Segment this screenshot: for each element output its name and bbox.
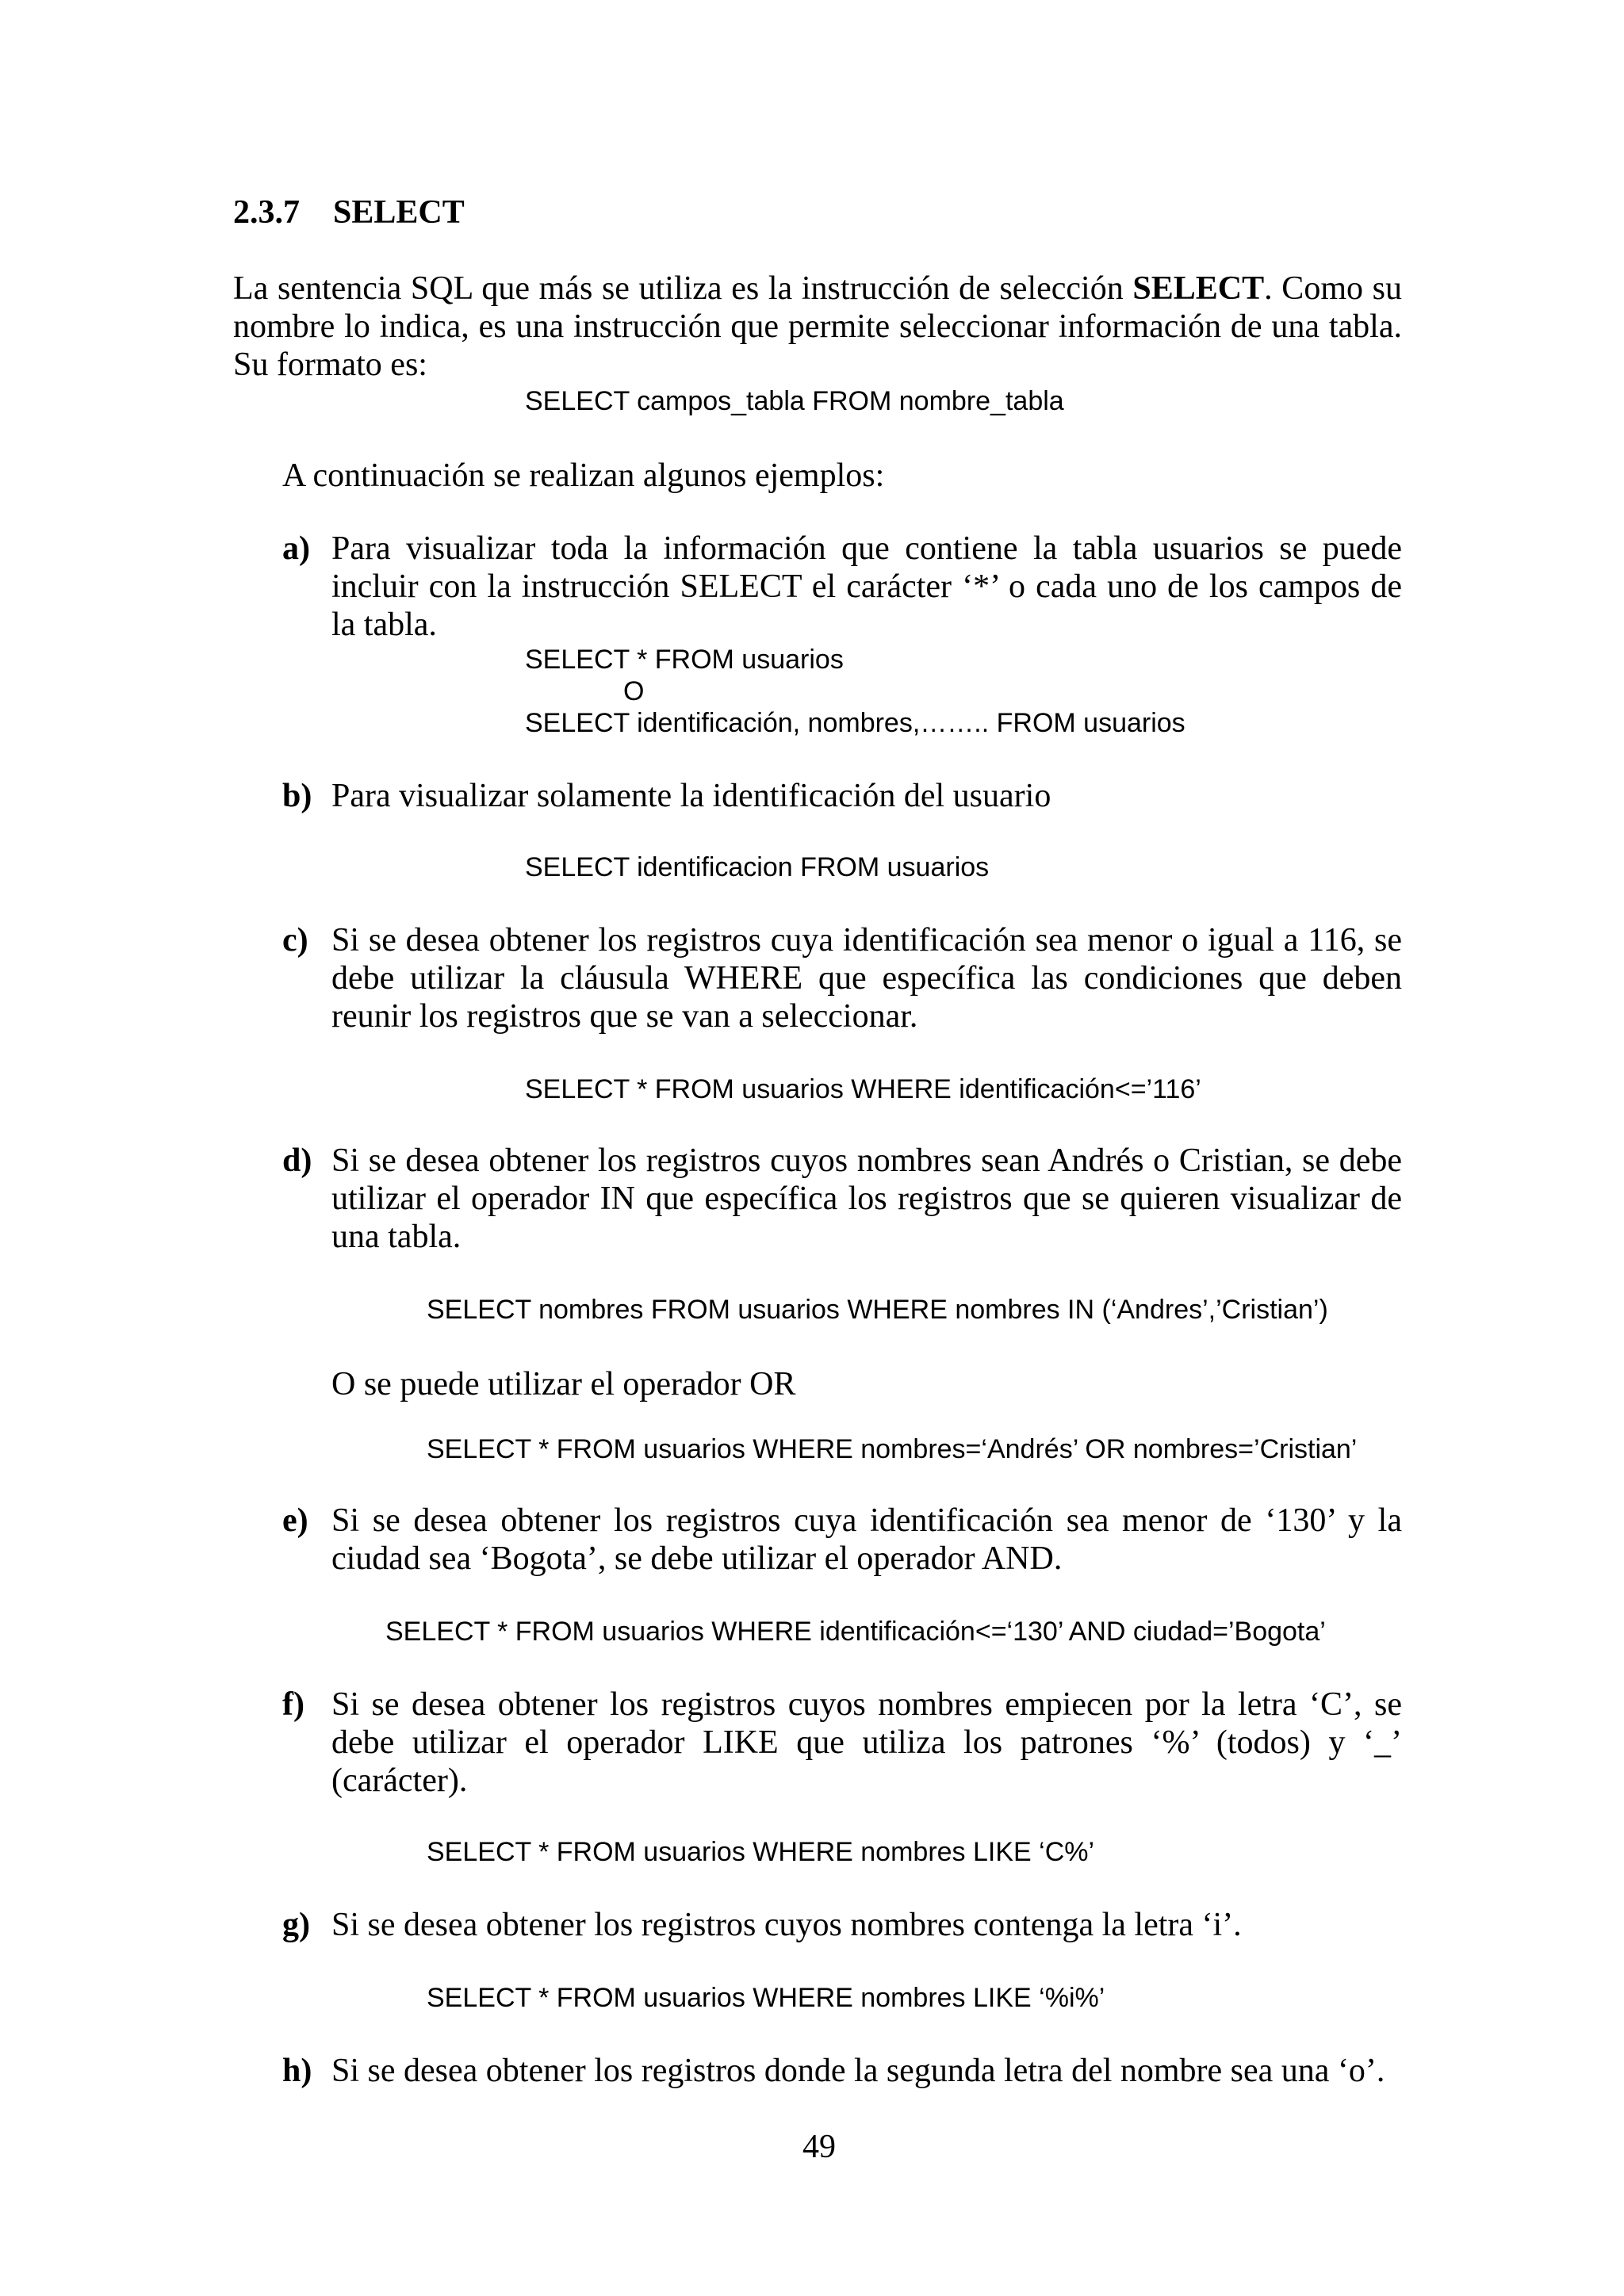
item-c-code: SELECT * FROM usuarios WHERE identificación<=’116’ — [525, 1074, 1201, 1104]
item-d-code: SELECT nombres FROM usuarios WHERE nombres IN (‘Andres’,’Cristian’) — [427, 1295, 1328, 1325]
item-d-text: Si se desea obtener los registros cuyos nombres sean Andrés o Cristian, se debe utilizar el operador IN que específica los registros que se quieren visualizar de una tabla. — [331, 1142, 1402, 1255]
item-g-code: SELECT * FROM usuarios WHERE nombres LIKE ‘%i%’ — [427, 1983, 1105, 2013]
item-f-code: SELECT * FROM usuarios WHERE nombres LIKE ‘C%’ — [427, 1837, 1095, 1867]
item-e-code: SELECT * FROM usuarios WHERE identificación<=‘130’ AND ciudad=’Bogota’ — [385, 1617, 1326, 1647]
item-f-label: f) — [282, 1686, 304, 1723]
item-a-or: O — [623, 676, 645, 706]
item-d-label: d) — [282, 1142, 312, 1179]
page-number: 49 — [802, 2129, 836, 2165]
intro-text-2: . Como su nombre lo indica, es una instrucción que permite seleccionar información de una tabla. Su formato es: — [233, 270, 1403, 383]
item-c-label: c) — [282, 922, 308, 959]
item-a-code-2: SELECT identificación, nombres,…….. FROM usuarios — [525, 708, 1185, 738]
item-h-label: h) — [282, 2053, 312, 2089]
item-a-label: a) — [282, 530, 310, 567]
item-e-text: Si se desea obtener los registros cuya identificación sea menor de ‘130’ y la ciudad sea ‘Bogota’, se debe utilizar el operador AND. — [331, 1502, 1402, 1577]
item-b-text: Para visualizar solamente la identificación del usuario — [331, 778, 1051, 814]
item-b-code: SELECT identificacion FROM usuarios — [525, 852, 990, 882]
section-heading — [233, 193, 465, 232]
item-g-label: g) — [282, 1907, 310, 1943]
item-e-label: e) — [282, 1502, 308, 1539]
item-a-code-1: SELECT * FROM usuarios — [525, 645, 844, 675]
item-d-alt-text: O se puede utilizar el operador OR — [331, 1366, 796, 1402]
section-number: 2.3.7 — [233, 194, 300, 231]
item-c-text: Si se desea obtener los registros cuya identificación sea menor o igual a 116, se debe utilizar la cláusula WHERE que específica las condiciones que deben reunir los registros que se van a seleccionar. — [331, 922, 1402, 1035]
item-d-alt-code: SELECT * FROM usuarios WHERE nombres=‘Andrés’ OR nombres=’Cristian’ — [427, 1434, 1358, 1464]
section-title: SELECT — [333, 194, 465, 231]
format-code: SELECT campos_tabla FROM nombre_tabla — [525, 386, 1064, 416]
item-h-text: Si se desea obtener los registros donde la segunda letra del nombre sea una ‘o’. — [331, 2053, 1385, 2089]
intro-text-1: La sentencia SQL que más se utiliza es la instrucción de selección — [233, 270, 1133, 307]
item-f-text: Si se desea obtener los registros cuyos nombres empiecen por la letra ‘C’, se debe utilizar el operador LIKE que utiliza los patrones ‘%’ (todos) y ‘_’ (carácter). — [331, 1686, 1402, 1799]
examples-intro: A continuación se realizan algunos ejemplos: — [282, 457, 885, 494]
intro-paragraph — [233, 270, 1402, 384]
item-b-label: b) — [282, 778, 312, 814]
intro-bold-select: SELECT — [1132, 270, 1265, 307]
item-g-text: Si se desea obtener los registros cuyos nombres contenga la letra ‘i’. — [331, 1907, 1242, 1943]
item-a-text: Para visualizar toda la información que contiene la tabla usuarios se puede incluir con la instrucción SELECT el carácter ‘*’ o cada uno de los campos de la tabla. — [331, 530, 1402, 643]
